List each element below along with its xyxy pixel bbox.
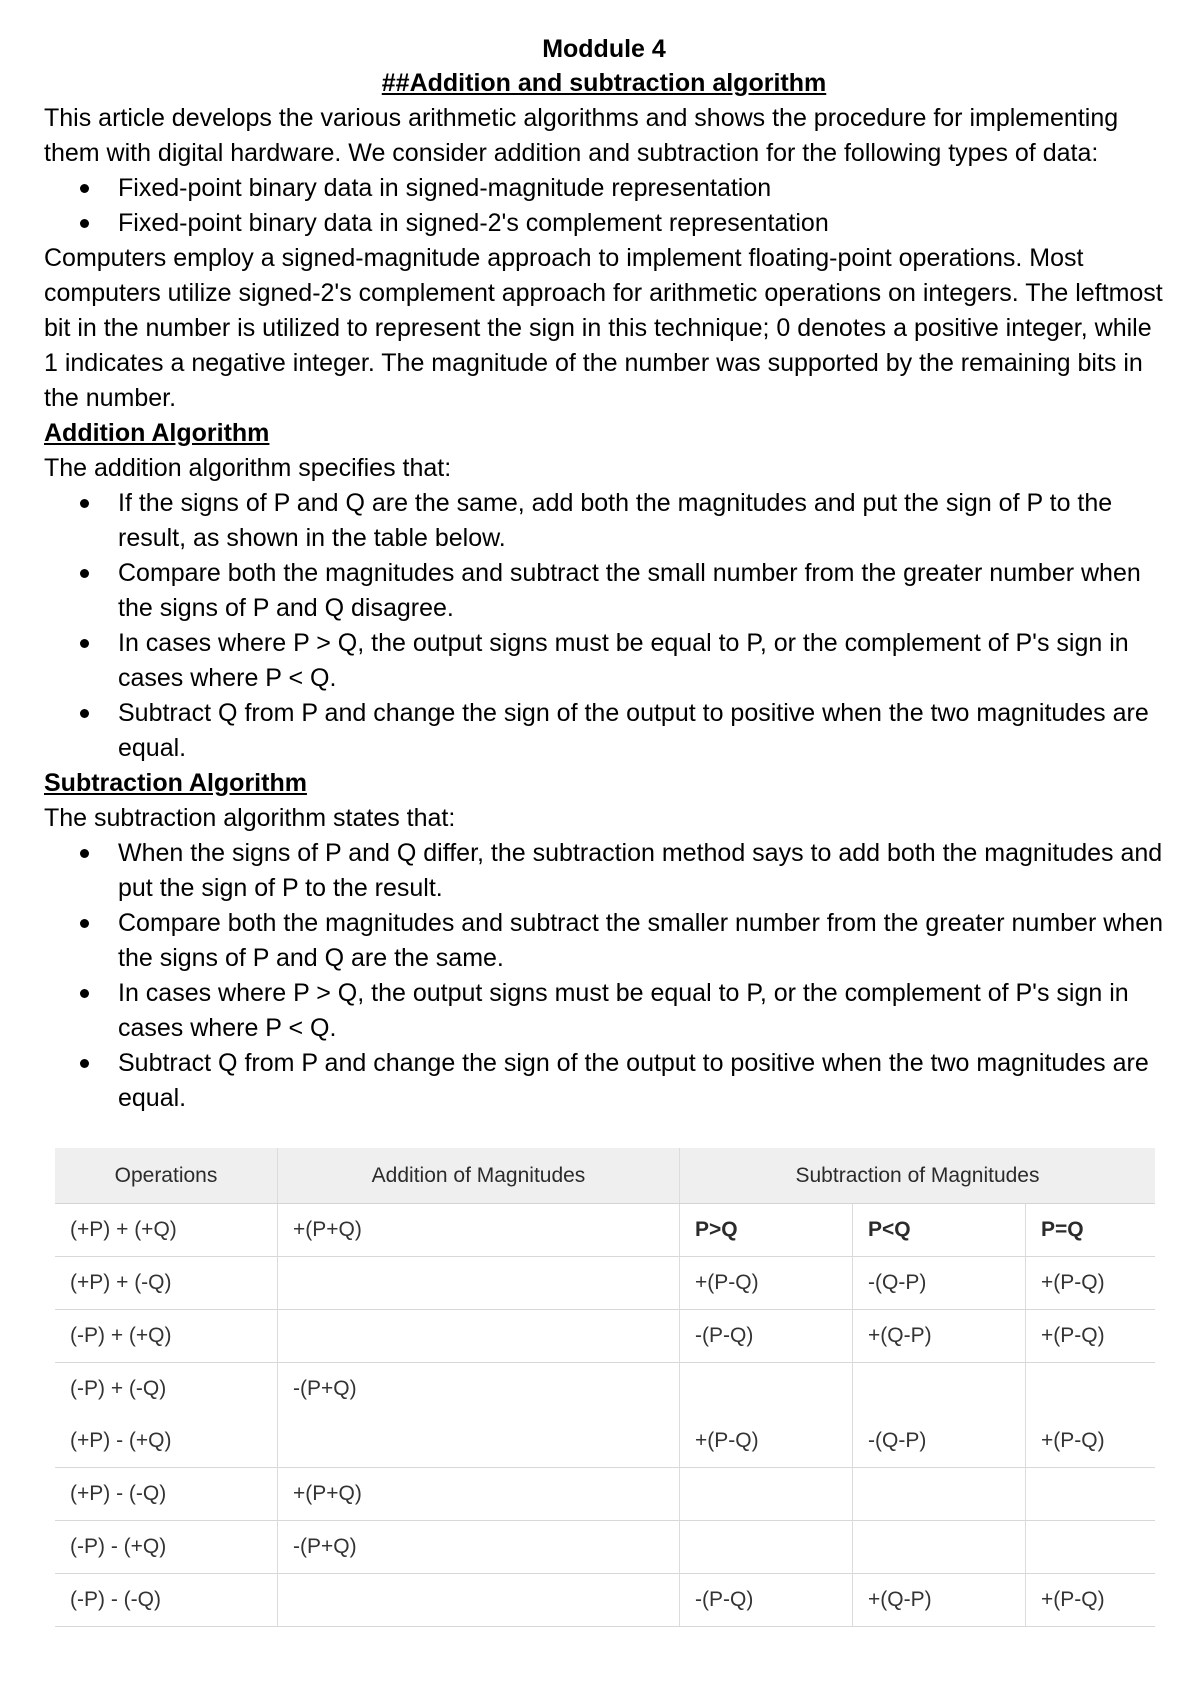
addition-list <box>44 486 1164 766</box>
table-cell <box>853 1521 1026 1574</box>
table-row <box>55 1257 1155 1310</box>
table-cell: (+P) + (+Q) <box>55 1204 278 1257</box>
bullet-icon <box>80 639 89 648</box>
bullet-icon <box>80 184 89 193</box>
subtraction-intro: The subtraction algorithm states that: <box>44 804 456 832</box>
table-row <box>55 1310 1155 1363</box>
list-item: If the signs of P and Q are the same, add both the magnitudes and put the sign of P to the result, as shown in the table below. <box>118 486 1164 556</box>
subtraction-heading: Subtraction Algorithm <box>44 769 307 797</box>
bullet-icon <box>80 919 89 928</box>
table-cell <box>278 1310 680 1363</box>
data-types-list <box>44 171 1164 241</box>
addition-intro: The addition algorithm specifies that: <box>44 454 452 482</box>
list-item: In cases where P > Q, the output signs must be equal to P, or the complement of P's sign in cases where P < Q. <box>118 626 1164 696</box>
table-cell <box>1026 1521 1156 1574</box>
table-cell <box>853 1363 1026 1416</box>
table-cell <box>680 1363 853 1416</box>
table-row <box>55 1204 1155 1257</box>
table-cell <box>278 1257 680 1310</box>
intro-paragraph: This article develops the various arithmetic algorithms and shows the procedure for implementing them with digital hardware. We consider addition and subtraction for the following types of data: <box>44 104 1119 167</box>
table-cell: -(Q-P) <box>853 1257 1026 1310</box>
table-cell: (+P) - (+Q) <box>55 1415 278 1468</box>
table-cell: (+P) - (-Q) <box>55 1468 278 1521</box>
table-cell: +(P-Q) <box>1026 1310 1156 1363</box>
operations-table <box>55 1148 1155 1627</box>
table-cell: (-P) - (+Q) <box>55 1521 278 1574</box>
header-operations: Operations <box>55 1148 278 1204</box>
table-cell: (+P) + (-Q) <box>55 1257 278 1310</box>
table-cell: (-P) - (-Q) <box>55 1574 278 1627</box>
list-item: In cases where P > Q, the output signs must be equal to P, or the complement of P's sign in cases where P < Q. <box>118 976 1164 1046</box>
table-row <box>55 1468 1155 1521</box>
bullet-icon <box>80 1059 89 1068</box>
table-cell <box>680 1521 853 1574</box>
page-subtitle: ##Addition and subtraction algorithm <box>381 69 827 97</box>
bullet-icon <box>80 499 89 508</box>
bullet-icon <box>80 219 89 228</box>
list-item: Fixed-point binary data in signed-magnitude representation <box>118 171 1164 206</box>
subtraction-list <box>44 836 1164 1116</box>
table-cell <box>278 1415 680 1468</box>
table-cell: P<Q <box>853 1204 1026 1257</box>
table-cell: (-P) + (+Q) <box>55 1310 278 1363</box>
table-cell <box>1026 1363 1156 1416</box>
addition-heading: Addition Algorithm <box>44 419 270 447</box>
table-cell: +(P-Q) <box>680 1415 853 1468</box>
table-cell: +(P+Q) <box>278 1204 680 1257</box>
table-cell <box>1026 1468 1156 1521</box>
table-cell: +(P-Q) <box>1026 1415 1156 1468</box>
table-cell: -(Q-P) <box>853 1415 1026 1468</box>
table-cell: +(P-Q) <box>1026 1574 1156 1627</box>
list-item: Fixed-point binary data in signed-2's complement representation <box>118 206 1164 241</box>
list-item: Compare both the magnitudes and subtract the smaller number from the greater number when the signs of P and Q are the same. <box>118 906 1164 976</box>
table-cell <box>853 1468 1026 1521</box>
table-row <box>55 1363 1155 1416</box>
signed-magnitude-paragraph: Computers employ a signed-magnitude approach to implement floating-point operations. Most computers utilize signed-2's complement approach for arithmetic operations on integers. The leftmost bit in the number is utilized to represent the sign in this technique; 0 denotes a positive integer, while 1 indicates a negative integer. The magnitude of the number was supported by the remaining bits in the number. <box>44 244 1163 412</box>
table-cell: +(P-Q) <box>1026 1257 1156 1310</box>
page-title: Moddule 4 <box>542 35 666 63</box>
table-cell <box>278 1574 680 1627</box>
table-cell: -(P-Q) <box>680 1310 853 1363</box>
bullet-icon <box>80 849 89 858</box>
table-header-row <box>55 1148 1155 1204</box>
table-row <box>55 1521 1155 1574</box>
list-item: Subtract Q from P and change the sign of the output to positive when the two magnitudes are equal. <box>118 1046 1164 1116</box>
table-cell: (-P) + (-Q) <box>55 1363 278 1416</box>
table-cell: +(P+Q) <box>278 1468 680 1521</box>
table-cell: -(P+Q) <box>278 1363 680 1416</box>
bullet-icon <box>80 989 89 998</box>
table-row <box>55 1574 1155 1627</box>
list-item: Subtract Q from P and change the sign of the output to positive when the two magnitudes are equal. <box>118 696 1164 766</box>
table-row <box>55 1415 1155 1468</box>
table-cell: +(Q-P) <box>853 1310 1026 1363</box>
table-cell: P>Q <box>680 1204 853 1257</box>
table-cell: P=Q <box>1026 1204 1156 1257</box>
header-addition: Addition of Magnitudes <box>278 1148 680 1204</box>
table-cell <box>680 1468 853 1521</box>
table-cell: +(Q-P) <box>853 1574 1026 1627</box>
list-item: Compare both the magnitudes and subtract the small number from the greater number when the signs of P and Q disagree. <box>118 556 1164 626</box>
table-cell: +(P-Q) <box>680 1257 853 1310</box>
table-cell: -(P+Q) <box>278 1521 680 1574</box>
bullet-icon <box>80 569 89 578</box>
bullet-icon <box>80 709 89 718</box>
document-page <box>44 32 1164 1116</box>
table-cell: -(P-Q) <box>680 1574 853 1627</box>
list-item: When the signs of P and Q differ, the subtraction method says to add both the magnitudes and put the sign of P to the result. <box>118 836 1164 906</box>
header-subtraction: Subtraction of Magnitudes <box>680 1148 1156 1204</box>
